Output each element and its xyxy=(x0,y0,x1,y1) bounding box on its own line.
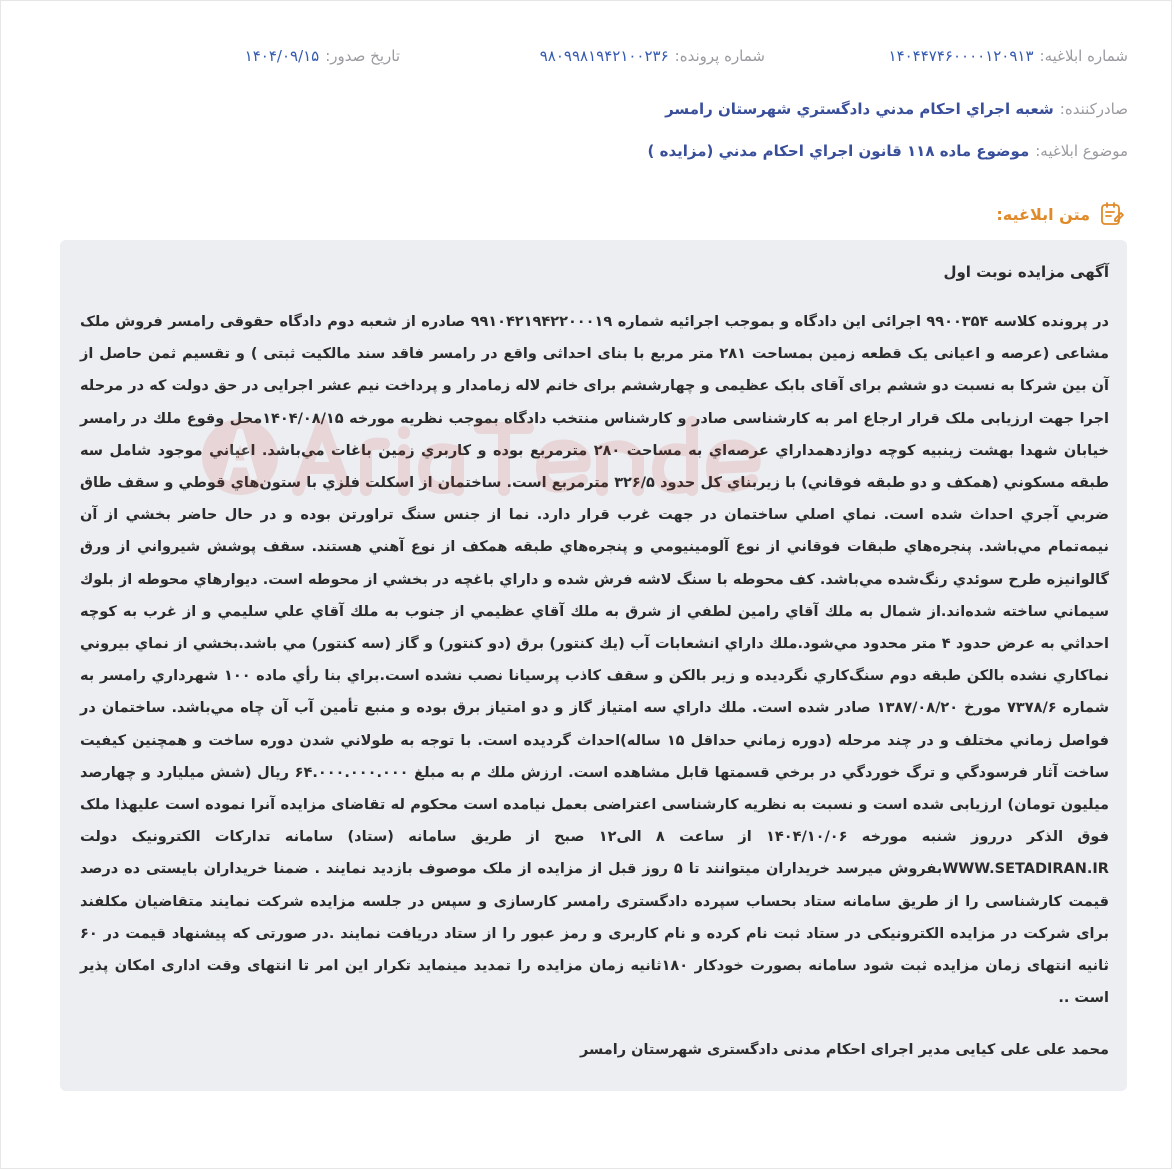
meta-row-issuer xyxy=(46,100,1128,118)
case-number xyxy=(540,47,765,65)
subject-value: موضوع ماده ۱۱۸ قانون اجراي احكام مدني (مزايده ) xyxy=(647,142,1030,160)
notice-text-section-title xyxy=(996,200,1126,228)
subject-label: موضوع ابلاغیه: xyxy=(1035,142,1128,160)
section-title-text: متن ابلاغیه: xyxy=(996,204,1090,224)
notice-text-panel xyxy=(60,240,1127,1091)
notice-heading: آگهی مزایده نوبت اول xyxy=(943,263,1109,281)
issuer-label: صادرکننده: xyxy=(1059,100,1128,118)
notice-body: در پرونده کلاسه ۹۹۰۰۳۵۴ اجرائی این دادگاه و بموجب اجرائیه شماره ۹۹۱۰۴۲۱۹۴۲۲۰۰۰۱۹ صادره از شعبه دوم دادگاه حقوقی رامسر فروش ملک مشاعی (عرصه و اعیانی یک قطعه زمین بمساحت ۲۸۱ متر مربع با بنای احداثی واقع در رامسر فاقد سند مالکیت ثبتی ) و تقسیم ثمن حاصل از آن بین شرکا به نسبت دو ششم برای آقای بابک عظیمی و چهارششم برای خانم لاله زمامدار و پرداخت نیم عشر اجرایی در حق دولت که در مرحله اجرا جهت ارزیابی ملک قرار ارجاع امر به کارشناسی صادر و کارشناس منتخب دادگاه بموجب نظریه مورخه ۱۴۰۴/۰۸/۱۵محل وقوع ملك در رامسر خيابان شهدا بهشت زينبيه كوچه دوازدهمداراي عرصه‌اي به مساحت ۲۸۰ مترمربع بوده و كاربري زمين باغات مي‌باشد. اعياني موجود شامل سه طبقه مسكوني (همكف و دو طبقه فوقاني) با زيربناي كل حدود ۳۲۶/۵ مترمربع است. ساختمان از اسكلت فلزي با ستون‌هاي قوطي و سقف طاق ضربي آجري احداث شده است. نماي اصلي ساختمان در جهت غرب قرار دارد. نما از جنس سنگ تراورتن بوده و در حال حاضر بخشي از آن نيمه‌تمام مي‌باشد. پنجره‌هاي طبقات فوقاني از نوع آلومينيومي و پنجره‌هاي طبقه همكف از نوع آهني هستند. سقف پوشش شيرواني از ورق گالوانيزه طرح سوئدي رنگ‌شده مي‌باشد. كف محوطه با سنگ لاشه فرش شده و داراي باغچه در بخشي از محوطه است. ديوارهاي محوطه از بلوك سيماني ساخته شده‌اند.از شمال به ملك آقاي رامين لطفي از شرق به ملك آقاي عظيمي از جنوب به ملك آقاي علي سليمي و از غرب به كوچه احداثي به عرض حدود ۴ متر محدود مي‌شود.ملك داراي انشعابات آب (يك كنتور) برق (دو كنتور) و گاز (سه كنتور) مي باشد.بخشي از نماي بيروني نماكاري نشده بالكن طبقه دوم سنگ‌كاري نگرديده و زير بالكن و سقف كاذب پرسيانا نصب نشده است.براي بنا رأي ماده ۱۰۰ شهرداري رامسر به شماره ۷۳۷۸/۶ مورخ ۱۳۸۷/۰۸/۲۰ صادر شده است. ملك داراي سه امتياز گاز و دو امتياز برق بوده و منبع تأمين آب آن چاه مي‌باشد. ساختمان در فواصل زماني مختلف و در چند مرحله (دوره زماني حداقل ۱۵ ساله)احداث گرديده است. با توجه به طولاني شدن دوره ساخت و همچنين كيفيت ساخت آثار فرسودگي و ترگ خوردگي در برخي قسمتها قابل مشاهده است. ارزش ملك م به مبلغ ۶۴.۰۰۰.۰۰۰.۰۰۰ ريال (شش ميليارد و چهارصد ميليون تومان) ارزیابی شده است و نسبت به نظریه کارشناسی اعتراضی بعمل نیامده است محکوم له تقاضای مزایده آنرا نموده است علیهذا ملک فوق الذکر درروز شنبه مورخه ۱۴۰۴/۱۰/۰۶ از ساعت ۸ الی۱۲ صبح از طریق سامانه (ستاد) سامانه تدارکات الکترونیک دولت WWW.SETADIRAN.IRبفروش میرسد خریداران میتوانند تا ۵ روز قبل از مزایده از ملک موصوف بازدید نمایند . ضمنا خریداران بایستی ده درصد قیمت کارشناسی را از طریق سامانه ستاد بحساب سپرده دادگستری رامسر کارسازی و سپس در جلسه مزایده شرکت نمایند متقاضیان مکلفند برای شرکت در مزایده الکترونیکی در ستاد ثبت نام کرده و نام کاربری و رمز عبور را از ستاد دریافت نمایند .در صورتی که پیشنهاد قیمت در ۶۰ ثانیه انتهای زمان مزایده ثبت شود سامانه بصورت خودکار ۱۸۰ثانیه زمان مزایده را تمدید مینماید تکرار این امر تا انتهای وقت اداری امکان پذیر است .. xyxy=(80,314,1110,1007)
notice-number-value: ۱۴۰۴۴۷۴۶۰۰۰۰۱۲۰۹۱۳ xyxy=(888,47,1034,65)
case-number-label: شماره پرونده: xyxy=(674,47,765,65)
issue-date xyxy=(245,47,400,65)
notice-number xyxy=(889,47,1128,65)
notice-signature: محمد علی علی کیایی مدیر اجرای احکام مدنی دادگستری شهرستان رامسر xyxy=(579,1042,1109,1059)
issue-date-label: تاریخ صدور: xyxy=(325,47,400,65)
document-edit-icon xyxy=(1098,200,1126,228)
meta-row-subject xyxy=(46,142,1128,160)
case-number-value: ۹۸۰۹۹۸۱۹۴۲۱۰۰۲۳۶ xyxy=(539,47,669,65)
notice-number-label: شماره ابلاغیه: xyxy=(1039,47,1128,65)
issuer-value: شعبه اجراي احكام مدني دادگستري شهرستان رامسر xyxy=(665,100,1054,118)
issue-date-value: ۱۴۰۴/۰۹/۱۵ xyxy=(244,47,320,65)
